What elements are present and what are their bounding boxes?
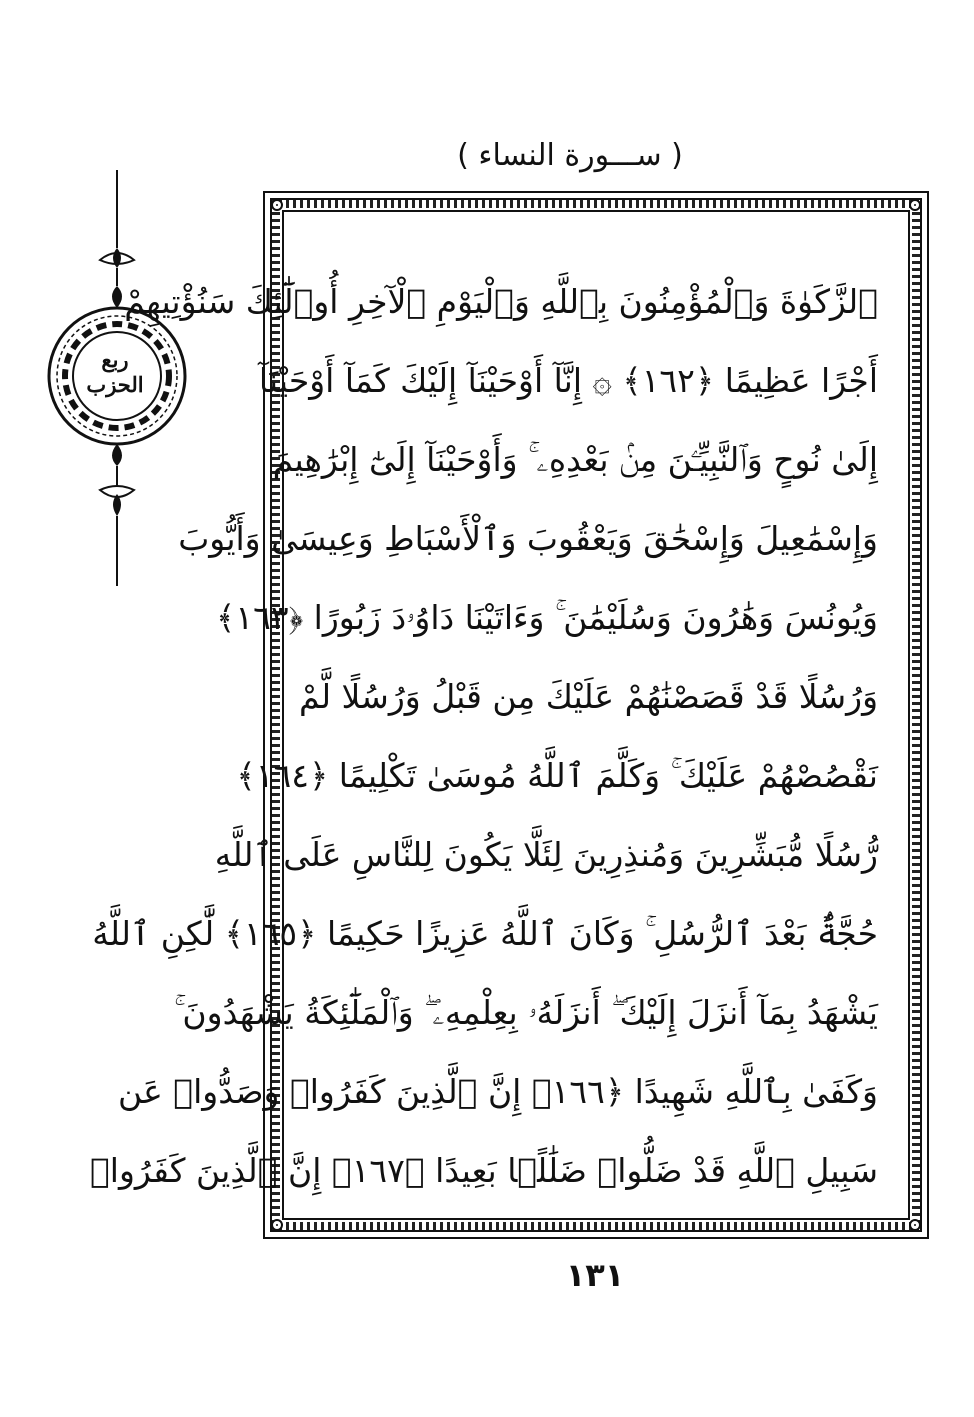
verse-line: ٱلزَّكَوٰةَ وَٱلْمُؤْمِنُونَ بِٱللَّهِ وَٱلْيَوْمِ ٱلْآخِرِ أُو۟لَٰٓئِكَ سَنُؤْتِيهِمْ: [124, 282, 878, 321]
page-number: ١٣١: [565, 1256, 625, 1294]
verse-line: وَيُونُسَ وَهَٰرُونَ وَسُلَيْمَٰنَ ۚ وَءَاتَيْنَا دَاوُۥدَ زَبُورًا ﴿١٦٣﴾: [216, 598, 878, 637]
corner-ornament-icon: [271, 1219, 283, 1231]
verse-line: إِلَىٰ نُوحٍ وَٱلنَّبِيِّـۧنَ مِنۢ بَعْدِهِۦ ۚ وَأَوْحَيْنَآ إِلَىٰٓ إِبْرَٰهِيمَ: [272, 440, 878, 479]
verse-line: وَرُسُلًا قَدْ قَصَصْنَٰهُمْ عَلَيْكَ مِن قَبْلُ وَرُسُلًا لَّمْ: [298, 677, 878, 716]
verse-line: سَبِيلِ ٱللَّهِ قَدْ ضَلُّوا۟ ضَلَٰلًۢا بَعِيدًا ﴿١٦٧﴾ إِنَّ ٱلَّذِينَ كَفَرُوا۟: [90, 1151, 878, 1190]
corner-ornament-icon: [909, 199, 921, 211]
verse-line: وَكَفَىٰ بِٱللَّهِ شَهِيدًا ﴿١٦٦﴾ إِنَّ ٱلَّذِينَ كَفَرُوا۟ وَصَدُّوا۟ عَن: [117, 1072, 878, 1111]
hizb-label-line1: ربع: [101, 347, 129, 372]
hizb-label-line2: الحزب: [86, 372, 144, 397]
hizb-label: [58, 347, 172, 397]
verse-line: وَإِسْمَٰعِيلَ وَإِسْحَٰقَ وَيَعْقُوبَ وَٱلْأَسْبَاطِ وَعِيسَىٰ وَأَيُّوبَ: [178, 519, 878, 558]
verse-line: أَجْرًا عَظِيمًا ﴿١٦٢﴾ ۞ إِنَّآ أَوْحَيْنَآ إِلَيْكَ كَمَآ أَوْحَيْنَآ: [258, 361, 878, 400]
verse-line: نَقْصُصْهُمْ عَلَيْكَ ۚ وَكَلَّمَ ٱللَّهُ مُوسَىٰ تَكْلِيمًا ﴿١٦٤﴾: [236, 756, 878, 795]
verse-line: حُجَّةٌۢ بَعْدَ ٱلرُّسُلِ ۚ وَكَانَ ٱللَّهُ عَزِيزًا حَكِيمًا ﴿١٦٥﴾ لَّٰكِنِ ٱللَّهُ: [92, 914, 878, 953]
verse-line: رُّسُلًا مُّبَشِّرِينَ وَمُنذِرِينَ لِئَلَّا يَكُونَ لِلنَّاسِ عَلَى ٱللَّهِ: [214, 835, 878, 874]
surah-title: ( ســـورة النساء ): [457, 138, 683, 173]
corner-ornament-icon: [909, 1219, 921, 1231]
verse-line: يَشْهَدُ بِمَآ أَنزَلَ إِلَيْكَ ۖ أَنزَلَهُۥ بِعِلْمِهِۦ ۖ وَٱلْمَلَٰٓئِكَةُ يَشْهَدُونَ ۚ: [174, 993, 878, 1032]
